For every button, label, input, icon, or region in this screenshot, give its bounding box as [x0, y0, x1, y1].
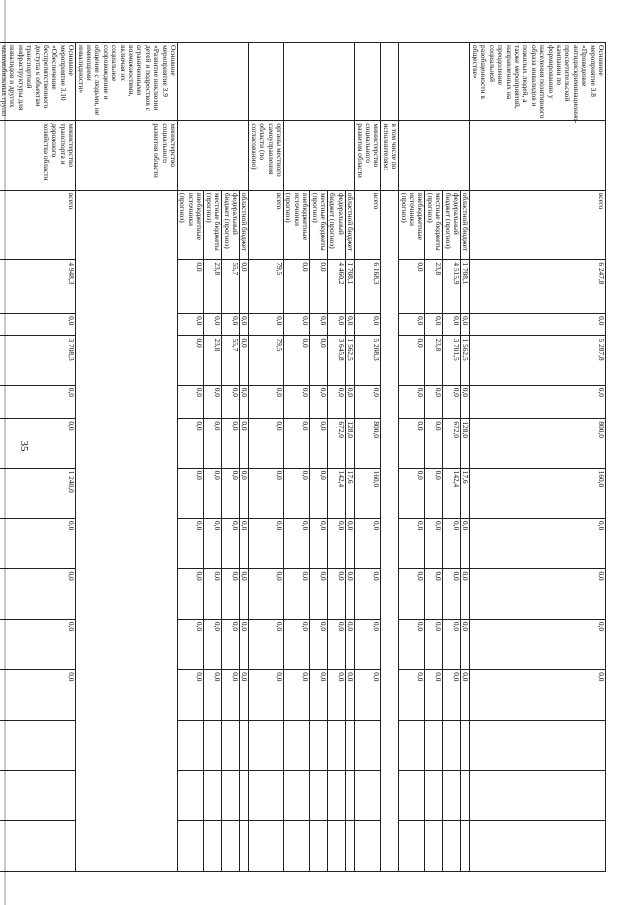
- value-cell: 0,0: [355, 670, 381, 720]
- value-cell: 0,0: [328, 314, 346, 336]
- value-cell: [461, 821, 470, 872]
- value-cell: [345, 771, 354, 821]
- funding-source-cell: местные бюджеты (прогноз): [310, 190, 328, 259]
- value-cell: [0, 771, 76, 821]
- activity-cell: [381, 43, 399, 121]
- table-row: [76, 43, 178, 872]
- value-cell: [0, 720, 76, 770]
- value-cell: 0,0: [461, 670, 470, 720]
- value-cell: [239, 821, 248, 872]
- value-cell: [355, 771, 381, 821]
- funding-source-cell: внебюджетные источники (прогноз): [283, 190, 309, 259]
- value-cell: [249, 821, 284, 872]
- value-cell: [355, 821, 381, 872]
- value-cell: 0,0: [204, 519, 222, 569]
- value-cell: 800,0: [355, 419, 381, 468]
- value-cell: [222, 821, 240, 872]
- value-cell: 0,0: [283, 336, 309, 385]
- value-cell: 0,0: [461, 385, 470, 419]
- value-cell: 4 460,2: [328, 260, 346, 314]
- value-cell: 0,0: [178, 260, 204, 314]
- activity-cell: [249, 43, 284, 121]
- value-cell: 0,0: [249, 519, 284, 569]
- value-cell: 0,0: [355, 519, 381, 569]
- value-cell: 800,0: [470, 419, 606, 468]
- value-cell: 0,0: [0, 385, 76, 419]
- value-cell: [283, 821, 309, 872]
- executor-cell: [222, 121, 240, 190]
- value-cell: 0,0: [239, 519, 248, 569]
- funding-source-cell: всего: [355, 190, 381, 259]
- value-cell: 0,0: [425, 519, 443, 569]
- value-cell: [249, 720, 284, 770]
- executor-cell: [425, 121, 443, 190]
- value-cell: [204, 720, 222, 770]
- funding-source-cell: всего: [0, 190, 76, 259]
- value-cell: 0,0: [0, 519, 76, 569]
- value-cell: 0,0: [399, 336, 425, 385]
- value-cell: 0,0: [425, 419, 443, 468]
- activity-cell: [328, 43, 346, 121]
- value-cell: [399, 720, 425, 770]
- value-cell: 0,0: [355, 569, 381, 619]
- value-cell: 0,0: [239, 260, 248, 314]
- executor-cell: в том числе по исполнителям:: [381, 121, 399, 190]
- value-cell: 0,0: [470, 519, 606, 569]
- value-cell: 672,0: [328, 419, 346, 468]
- empty-cell: [381, 190, 399, 871]
- value-cell: 0,0: [345, 569, 354, 619]
- value-cell: [222, 720, 240, 770]
- value-cell: 0,0: [328, 569, 346, 619]
- value-cell: 160,0: [470, 468, 606, 518]
- table-row: [355, 43, 381, 872]
- value-cell: 0,0: [470, 569, 606, 619]
- value-cell: 0,0: [399, 569, 425, 619]
- empty-cell: [76, 190, 178, 871]
- value-cell: 0,0: [425, 468, 443, 518]
- value-cell: [443, 720, 461, 770]
- value-cell: 0,0: [355, 385, 381, 419]
- value-cell: 0,0: [355, 314, 381, 336]
- value-cell: [283, 720, 309, 770]
- value-cell: [328, 720, 346, 770]
- funding-source-cell: внебюджетные источники (прогноз): [178, 190, 204, 259]
- value-cell: 0,0: [461, 569, 470, 619]
- funding-source-cell: всего: [249, 190, 284, 259]
- value-cell: 17,6: [345, 468, 354, 518]
- value-cell: 0,0: [204, 419, 222, 468]
- value-cell: [283, 771, 309, 821]
- value-cell: 128,0: [345, 419, 354, 468]
- value-cell: 0,0: [283, 314, 309, 336]
- activity-cell: [345, 43, 354, 121]
- value-cell: 0,0: [178, 519, 204, 569]
- value-cell: 0,0: [470, 619, 606, 669]
- value-cell: 55,7: [222, 260, 240, 314]
- value-cell: [0, 821, 76, 872]
- value-cell: 0,0: [328, 519, 346, 569]
- funding-source-cell: внебюджетные источники (прогноз): [399, 190, 425, 259]
- value-cell: 79,5: [249, 260, 284, 314]
- table-row: [470, 43, 606, 872]
- value-cell: 0,0: [461, 519, 470, 569]
- funding-source-cell: всего: [470, 190, 606, 259]
- table-row: [239, 43, 248, 872]
- value-cell: 0,0: [425, 619, 443, 669]
- value-cell: 17,6: [461, 468, 470, 518]
- value-cell: [470, 720, 606, 770]
- value-cell: 0,0: [239, 569, 248, 619]
- activity-cell: Основное мероприятие 3.8 «Проведение антидискриминационно-просветительской кампании по формированию у населения позитивного образа инвалидов и пожилых людей, а также мероприятий, направленных на преодоление социальной разобщенности в обществе»: [470, 43, 606, 121]
- value-cell: 3 701,5: [443, 336, 461, 385]
- executor-cell: [283, 121, 309, 190]
- value-cell: 0,0: [0, 314, 76, 336]
- activity-cell: Основное мероприятие 3.10 «Обеспечение беспрепятственного доступа к объектам транспортной инфраструктуры для инвалидов и других маломобильных групп: [0, 43, 76, 121]
- value-cell: [328, 771, 346, 821]
- value-cell: 0,0: [328, 619, 346, 669]
- value-cell: [249, 771, 284, 821]
- value-cell: 0,0: [222, 468, 240, 518]
- value-cell: 0,0: [222, 670, 240, 720]
- value-cell: 0,0: [249, 670, 284, 720]
- value-cell: 0,0: [399, 468, 425, 518]
- value-cell: 0,0: [425, 385, 443, 419]
- value-cell: [310, 771, 328, 821]
- value-cell: 0,0: [399, 670, 425, 720]
- table-row: [345, 43, 354, 872]
- value-cell: 128,0: [461, 419, 470, 468]
- value-cell: 0,0: [443, 314, 461, 336]
- value-cell: 0,0: [249, 468, 284, 518]
- value-cell: [425, 771, 443, 821]
- value-cell: 23,8: [425, 260, 443, 314]
- value-cell: [239, 720, 248, 770]
- funding-source-cell: федеральный бюджет (прогноз): [222, 190, 240, 259]
- value-cell: 0,0: [178, 619, 204, 669]
- table-row: [443, 43, 461, 872]
- executor-cell: министерство транспорта и дорожного хозяйства области: [0, 121, 76, 190]
- value-cell: 5 287,8: [470, 336, 606, 385]
- table-row: [283, 43, 309, 872]
- executor-cell: [443, 121, 461, 190]
- value-cell: 0,0: [222, 385, 240, 419]
- value-cell: 0,0: [345, 314, 354, 336]
- value-cell: 0,0: [425, 670, 443, 720]
- activity-cell: [399, 43, 425, 121]
- table-row: [249, 43, 284, 872]
- executor-cell: министерство социального развития области: [355, 121, 381, 190]
- table-row: [178, 43, 204, 872]
- value-cell: [425, 720, 443, 770]
- value-cell: 0,0: [178, 314, 204, 336]
- value-cell: 0,0: [443, 519, 461, 569]
- value-cell: 0,0: [283, 670, 309, 720]
- value-cell: [399, 771, 425, 821]
- value-cell: 0,0: [204, 385, 222, 419]
- value-cell: 0,0: [310, 519, 328, 569]
- value-cell: 0,0: [310, 336, 328, 385]
- value-cell: [461, 720, 470, 770]
- table-row: [0, 43, 76, 872]
- value-cell: 0,0: [355, 619, 381, 669]
- value-cell: 0,0: [249, 385, 284, 419]
- value-cell: [461, 771, 470, 821]
- value-cell: [178, 720, 204, 770]
- value-cell: 0,0: [249, 419, 284, 468]
- value-cell: 0,0: [310, 314, 328, 336]
- value-cell: 0,0: [249, 314, 284, 336]
- funding-source-cell: федеральный бюджет (прогноз): [328, 190, 346, 259]
- value-cell: 0,0: [178, 419, 204, 468]
- table-row: [381, 43, 399, 872]
- value-cell: 0,0: [222, 619, 240, 669]
- table-row: [425, 43, 443, 872]
- table-row: [399, 43, 425, 872]
- executor-cell: [399, 121, 425, 190]
- value-cell: 0,0: [283, 385, 309, 419]
- value-cell: 5 208,3: [355, 336, 381, 385]
- value-cell: 0,0: [178, 336, 204, 385]
- value-cell: 0,0: [178, 468, 204, 518]
- value-cell: 0,0: [345, 385, 354, 419]
- value-cell: 6 247,8: [470, 260, 606, 314]
- value-cell: [178, 821, 204, 872]
- value-cell: [425, 821, 443, 872]
- value-cell: 0,0: [461, 314, 470, 336]
- activity-cell: [443, 43, 461, 121]
- value-cell: 0,0: [178, 569, 204, 619]
- value-cell: 0,0: [0, 619, 76, 669]
- value-cell: 0,0: [283, 569, 309, 619]
- value-cell: [222, 771, 240, 821]
- value-cell: 0,0: [178, 385, 204, 419]
- value-cell: 0,0: [310, 385, 328, 419]
- value-cell: 0,0: [399, 419, 425, 468]
- value-cell: 23,8: [425, 336, 443, 385]
- value-cell: 23,8: [204, 336, 222, 385]
- value-cell: 0,0: [443, 619, 461, 669]
- value-cell: 0,0: [204, 314, 222, 336]
- value-cell: 0,0: [399, 385, 425, 419]
- value-cell: 4 948,3: [0, 260, 76, 314]
- executor-cell: [328, 121, 346, 190]
- value-cell: 0,0: [204, 670, 222, 720]
- funding-source-cell: областной бюджет: [239, 190, 248, 259]
- executor-cell: [178, 121, 204, 190]
- value-cell: 23,8: [204, 260, 222, 314]
- value-cell: 160,0: [355, 468, 381, 518]
- value-cell: 6 168,3: [355, 260, 381, 314]
- activity-cell: [178, 43, 204, 121]
- value-cell: 0,0: [283, 519, 309, 569]
- executor-cell: [204, 121, 222, 190]
- value-cell: 0,0: [399, 619, 425, 669]
- value-cell: 1 708,1: [461, 260, 470, 314]
- value-cell: 1 562,5: [345, 336, 354, 385]
- value-cell: 1 562,5: [461, 336, 470, 385]
- value-cell: 0,0: [249, 569, 284, 619]
- value-cell: 672,0: [443, 419, 461, 468]
- value-cell: 0,0: [310, 619, 328, 669]
- value-cell: 0,0: [310, 670, 328, 720]
- value-cell: 0,0: [283, 468, 309, 518]
- executor-cell: министерство социального развития области: [76, 121, 178, 190]
- funding-source-cell: областной бюджет: [345, 190, 354, 259]
- activity-cell: [204, 43, 222, 121]
- value-cell: 0,0: [345, 519, 354, 569]
- value-cell: 0,0: [239, 670, 248, 720]
- value-cell: 3 708,3: [0, 336, 76, 385]
- value-cell: [239, 771, 248, 821]
- value-cell: 55,7: [222, 336, 240, 385]
- value-cell: [204, 771, 222, 821]
- value-cell: 0,0: [443, 569, 461, 619]
- value-cell: 0,0: [425, 569, 443, 619]
- value-cell: 0,0: [222, 569, 240, 619]
- value-cell: [310, 720, 328, 770]
- value-cell: 0,0: [239, 468, 248, 518]
- value-cell: 0,0: [222, 419, 240, 468]
- value-cell: 0,0: [204, 619, 222, 669]
- value-cell: 0,0: [470, 385, 606, 419]
- value-cell: 1 708,1: [345, 260, 354, 314]
- value-cell: 0,0: [239, 385, 248, 419]
- value-cell: 142,4: [328, 468, 346, 518]
- value-cell: [178, 771, 204, 821]
- value-cell: [345, 720, 354, 770]
- value-cell: 0,0: [222, 314, 240, 336]
- value-cell: 0,0: [204, 468, 222, 518]
- value-cell: 0,0: [399, 519, 425, 569]
- activity-cell: Основное мероприятие 3.9 «Развитие инклюзии детей и подростков с ограниченными возможностями, включая их социальное сопровождение и общение с людьми, не имеющими инвалидности»: [76, 43, 178, 121]
- value-cell: [310, 821, 328, 872]
- value-cell: 0,0: [222, 519, 240, 569]
- value-cell: 3 645,8: [328, 336, 346, 385]
- value-cell: 0,0: [310, 569, 328, 619]
- executor-cell: [345, 121, 354, 190]
- value-cell: 4 515,9: [443, 260, 461, 314]
- value-cell: 0,0: [0, 419, 76, 468]
- activity-cell: [355, 43, 381, 121]
- value-cell: 0,0: [470, 670, 606, 720]
- table-row: [461, 43, 470, 872]
- value-cell: 0,0: [178, 670, 204, 720]
- value-cell: [443, 771, 461, 821]
- page-number: 35: [18, 440, 30, 452]
- value-cell: [328, 821, 346, 872]
- value-cell: 0,0: [461, 619, 470, 669]
- value-cell: [470, 821, 606, 872]
- executor-cell: [470, 121, 606, 190]
- table-row: [204, 43, 222, 872]
- value-cell: [443, 821, 461, 872]
- value-cell: 0,0: [345, 619, 354, 669]
- executor-cell: органы местного самоуправления области (по согласованию): [249, 121, 284, 190]
- value-cell: [470, 771, 606, 821]
- value-cell: 0,0: [345, 670, 354, 720]
- value-cell: 0,0: [443, 670, 461, 720]
- value-cell: 0,0: [0, 569, 76, 619]
- activity-cell: [425, 43, 443, 121]
- activity-cell: [283, 43, 309, 121]
- value-cell: 0,0: [399, 260, 425, 314]
- value-cell: [345, 821, 354, 872]
- value-cell: [399, 821, 425, 872]
- activity-cell: [239, 43, 248, 121]
- value-cell: 0,0: [310, 468, 328, 518]
- value-cell: 0,0: [239, 336, 248, 385]
- value-cell: 0,0: [328, 670, 346, 720]
- value-cell: 79,5: [249, 336, 284, 385]
- value-cell: 0,0: [310, 419, 328, 468]
- activity-cell: [222, 43, 240, 121]
- funding-source-cell: областной бюджет: [461, 190, 470, 259]
- value-cell: 0,0: [328, 385, 346, 419]
- value-cell: 0,0: [239, 419, 248, 468]
- value-cell: 0,0: [204, 569, 222, 619]
- value-cell: 142,4: [443, 468, 461, 518]
- value-cell: 1 240,0: [0, 468, 76, 518]
- activity-cell: [310, 43, 328, 121]
- budget-table: [0, 42, 606, 872]
- value-cell: 0,0: [425, 314, 443, 336]
- value-cell: 0,0: [283, 619, 309, 669]
- executor-cell: [461, 121, 470, 190]
- executor-cell: [310, 121, 328, 190]
- table-row: [222, 43, 240, 872]
- value-cell: 0,0: [0, 670, 76, 720]
- value-cell: [204, 821, 222, 872]
- executor-cell: [239, 121, 248, 190]
- value-cell: 0,0: [399, 314, 425, 336]
- value-cell: 0,0: [239, 619, 248, 669]
- value-cell: 0,0: [249, 619, 284, 669]
- table-row: [310, 43, 328, 872]
- funding-source-cell: местные бюджеты (прогноз): [425, 190, 443, 259]
- value-cell: 0,0: [283, 419, 309, 468]
- funding-source-cell: федеральный бюджет (прогноз): [443, 190, 461, 259]
- value-cell: 0,0: [470, 314, 606, 336]
- value-cell: 0,0: [239, 314, 248, 336]
- value-cell: 0,0: [283, 260, 309, 314]
- value-cell: 0,0: [310, 260, 328, 314]
- value-cell: 0,0: [443, 385, 461, 419]
- funding-source-cell: местные бюджеты (прогноз): [204, 190, 222, 259]
- table-row: [328, 43, 346, 872]
- activity-cell: [461, 43, 470, 121]
- value-cell: [355, 720, 381, 770]
